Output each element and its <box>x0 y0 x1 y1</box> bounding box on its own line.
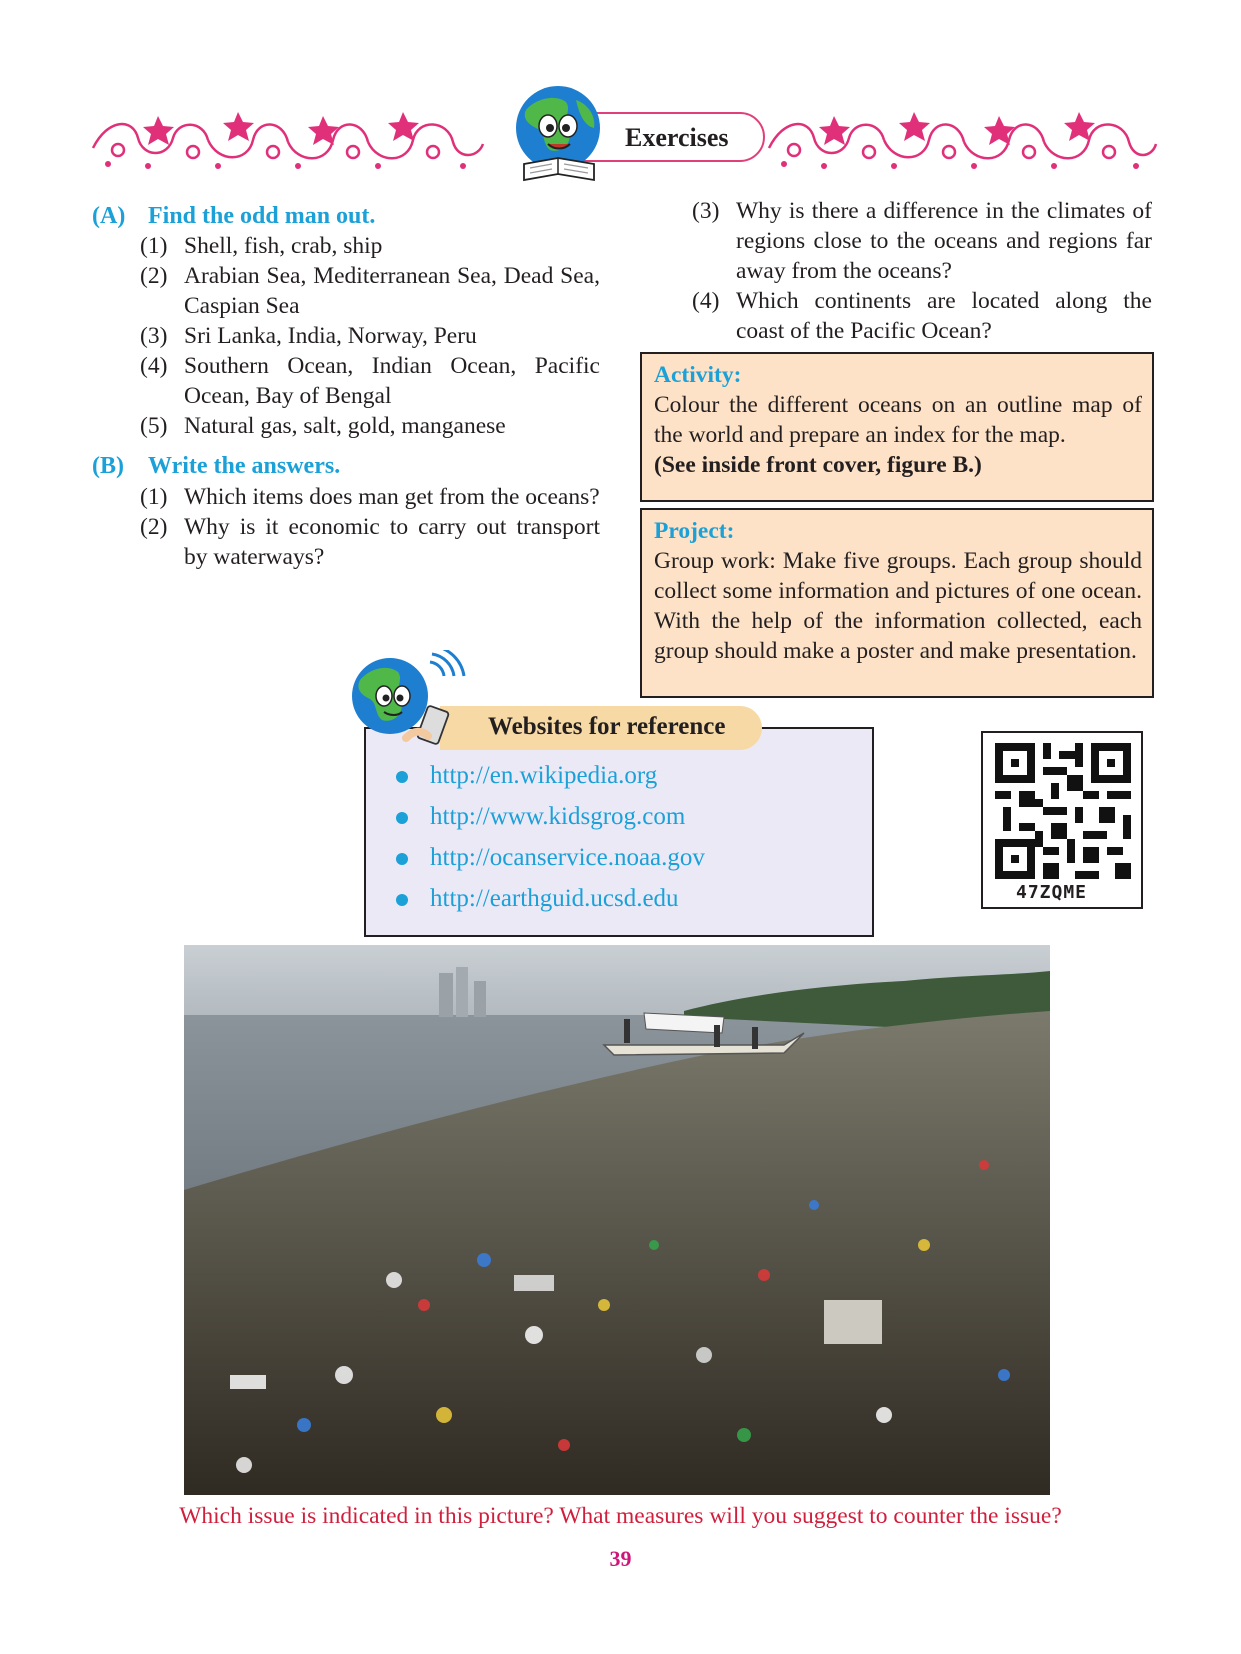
item-text: Southern Ocean, Indian Ocean, Pacific Ocean, Bay of Bengal <box>184 353 600 409</box>
item-text: Why is there a difference in the climates of regions close to the oceans and regions far away from the oceans? <box>736 198 1152 284</box>
website-link-text[interactable]: http://ocanservice.noaa.gov <box>430 844 705 871</box>
section-b-title: Write the answers. <box>148 453 341 479</box>
website-link[interactable] <box>390 803 705 844</box>
globe-reading-icon <box>506 80 616 190</box>
bullet-icon <box>396 771 408 783</box>
project-title: Project: <box>654 518 735 544</box>
item-text: Which items does man get from the oceans? <box>184 484 600 510</box>
item-text: Shell, fish, crab, ship <box>184 233 383 259</box>
website-link[interactable] <box>390 762 705 803</box>
exercises-title: Exercises <box>625 123 729 152</box>
item-text: Which continents are located along the coast of the Pacific Ocean? <box>736 288 1152 344</box>
page-number: 39 <box>609 1546 632 1571</box>
activity-title: Activity: <box>654 362 742 388</box>
section-a-heading <box>92 203 375 230</box>
activity-body: Colour the different oceans on an outline map of the world and prepare an index for the map. <box>654 392 1142 448</box>
list-item <box>140 261 600 321</box>
item-number: (2) <box>140 514 168 540</box>
project-box <box>640 508 1154 698</box>
item-number: (2) <box>140 263 168 289</box>
list-item <box>140 482 600 512</box>
activity-box <box>640 352 1154 502</box>
section-b-heading <box>92 453 340 480</box>
item-text: Why is it economic to carry out transport by waterways? <box>184 514 600 570</box>
item-number: (1) <box>140 233 168 259</box>
list-item <box>140 351 600 411</box>
list-item <box>140 411 600 441</box>
item-number: (3) <box>692 198 720 224</box>
item-number: (1) <box>140 484 168 510</box>
bullet-icon <box>396 894 408 906</box>
websites-title: Websites for reference <box>488 713 726 740</box>
item-text: Sri Lanka, India, Norway, Peru <box>184 323 477 349</box>
photo-caption: Which issue is indicated in this picture? What measures will you suggest to counter the issue? <box>179 1503 1062 1529</box>
list-item <box>140 512 600 572</box>
item-number: (4) <box>140 353 168 379</box>
qr-code-icon <box>995 743 1131 879</box>
section-b-label: (B) <box>92 453 124 479</box>
website-link[interactable] <box>390 844 705 885</box>
item-number: (4) <box>692 288 720 314</box>
section-b-list-right <box>692 196 1152 346</box>
section-b-list-left <box>140 482 600 572</box>
section-a-title: Find the odd man out. <box>148 203 376 229</box>
list-item <box>692 196 1152 286</box>
websites-list <box>390 762 705 926</box>
section-a-list <box>140 231 600 441</box>
project-body: Group work: Make five groups. Each group should collect some information and pictures of one ocean. With the help of the information collected, each group should make a poster and make presentation. <box>654 548 1142 664</box>
item-text: Arabian Sea, Mediterranean Sea, Dead Sea, Caspian Sea <box>184 263 600 319</box>
section-a-label: (A) <box>92 203 126 229</box>
ocean-pollution-photo <box>184 945 1050 1495</box>
bullet-icon <box>396 853 408 865</box>
list-item <box>692 286 1152 346</box>
qr-code-label: 47ZQME <box>1016 882 1088 903</box>
header-ornament-left <box>88 108 488 172</box>
item-number: (5) <box>140 413 168 439</box>
globe-phone-icon <box>348 650 480 760</box>
list-item <box>140 321 600 351</box>
item-number: (3) <box>140 323 168 349</box>
website-link-text[interactable]: http://www.kidsgrog.com <box>430 803 686 830</box>
list-item <box>140 231 600 261</box>
website-link[interactable] <box>390 885 705 926</box>
websites-title-pill <box>440 706 762 750</box>
website-link-text[interactable]: http://en.wikipedia.org <box>430 762 658 789</box>
activity-note: (See inside front cover, figure B.) <box>654 452 982 478</box>
bullet-icon <box>396 812 408 824</box>
item-text: Natural gas, salt, gold, manganese <box>184 413 506 439</box>
website-link-text[interactable]: http://earthguid.ucsd.edu <box>430 885 679 912</box>
header-ornament-right <box>764 108 1160 172</box>
